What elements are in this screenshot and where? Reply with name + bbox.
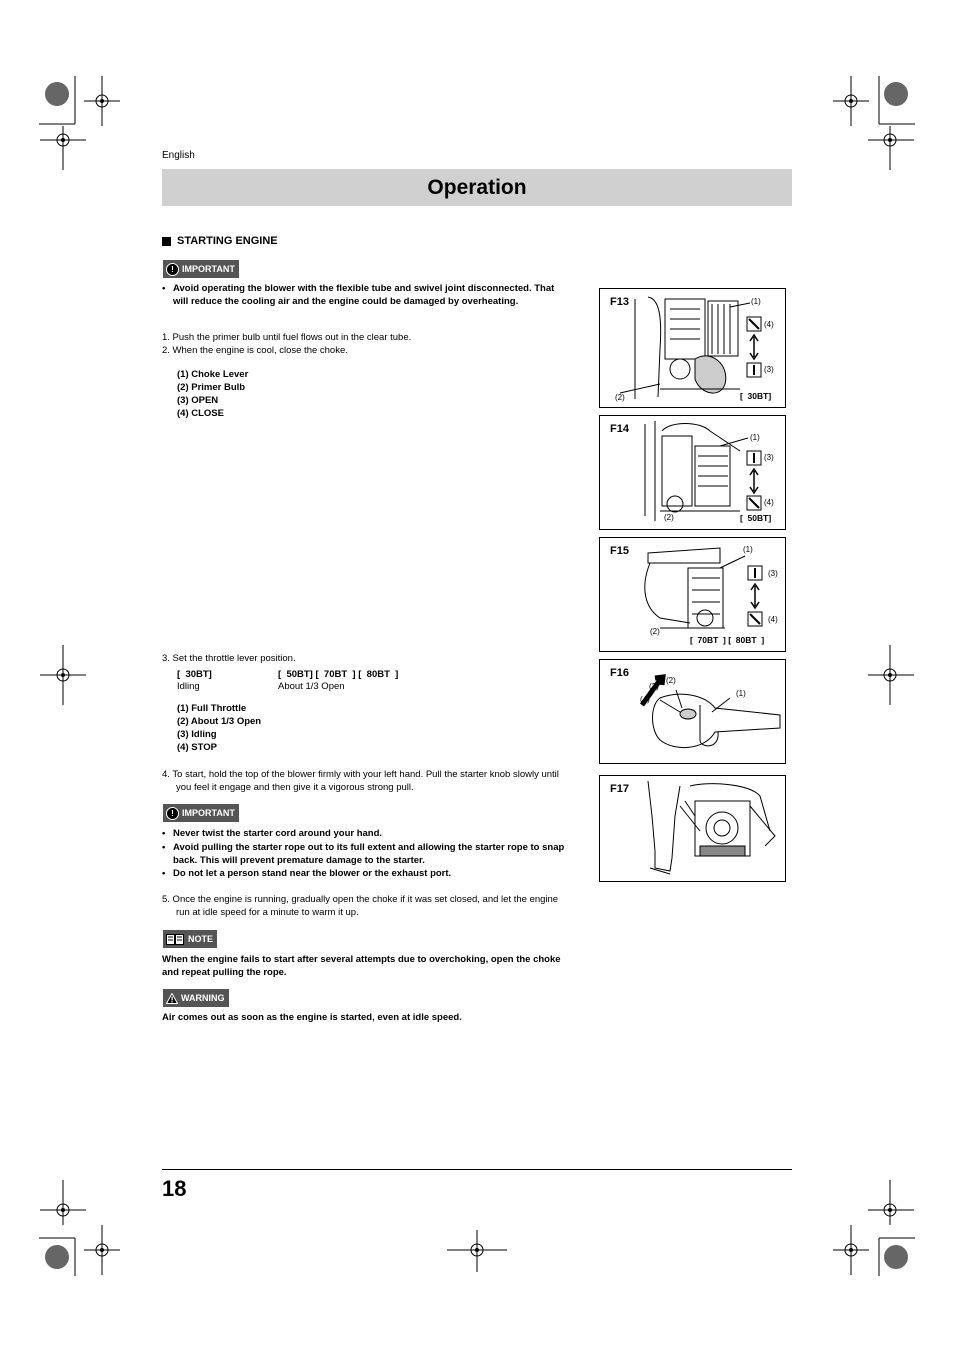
throttle-col1-model: [ 30BT] bbox=[177, 669, 212, 680]
model-label: [ 30BT] bbox=[740, 391, 772, 401]
book-icon bbox=[166, 934, 184, 945]
callout-4: (4) bbox=[764, 498, 774, 507]
callout-2: (2) bbox=[650, 627, 660, 636]
part-item: (3) OPEN bbox=[177, 395, 219, 406]
part-item: (1) Choke Lever bbox=[177, 369, 249, 380]
page-title: Operation bbox=[427, 175, 527, 199]
step-3: 3. Set the throttle lever position. bbox=[162, 653, 296, 664]
callout-1: (1) bbox=[743, 545, 753, 554]
close-symbol-icon bbox=[747, 317, 761, 331]
model-label: [ 50BT] bbox=[740, 513, 772, 523]
figure-label: F17 bbox=[610, 783, 629, 795]
figure-f14 bbox=[599, 415, 786, 530]
square-bullet-icon bbox=[162, 237, 171, 246]
step-5: 5. Once the engine is running, gradually open the choke if it was set closed, and let the engine run at idle speed for a minute to warm it up. bbox=[162, 894, 559, 918]
note-badge-label: NOTE bbox=[188, 934, 214, 944]
part-item: (2) Primer Bulb bbox=[177, 382, 246, 393]
figure-f16 bbox=[599, 659, 786, 764]
important-item: • Do not let a person stand near the blower or the exhaust port. bbox=[162, 867, 568, 880]
part-item: (4) STOP bbox=[177, 742, 217, 753]
callout-3: (3) bbox=[768, 569, 778, 578]
page-title-bar bbox=[162, 169, 792, 206]
throttle-col2-value: About 1/3 Open bbox=[278, 681, 345, 692]
close-symbol-icon bbox=[747, 496, 761, 510]
language-label: English bbox=[162, 150, 195, 161]
callout-4: (4) bbox=[764, 320, 774, 329]
open-symbol-icon bbox=[748, 566, 762, 580]
choke-parts-list bbox=[177, 368, 248, 420]
figure-label: F14 bbox=[610, 423, 629, 435]
important-badge bbox=[163, 804, 239, 822]
close-symbol-icon bbox=[748, 612, 762, 626]
model-label: [ 70BT ] [ 80BT ] bbox=[690, 635, 765, 645]
callout-1: (1) bbox=[736, 689, 746, 698]
callout-3: (3) bbox=[764, 453, 774, 462]
throttle-col1-value: Idling bbox=[177, 681, 200, 692]
open-symbol-icon bbox=[747, 451, 761, 465]
throttle-col2-model: [ 50BT] [ 70BT ] [ 80BT ] bbox=[278, 669, 399, 680]
note-badge bbox=[163, 930, 217, 948]
callout-1: (1) bbox=[751, 297, 761, 306]
callout-1: (1) bbox=[750, 433, 760, 442]
note-text: When the engine fails to start after several attempts due to overchoking, open the choke and repeat pulling the rope. bbox=[162, 954, 561, 978]
part-item: (2) About 1/3 Open bbox=[177, 716, 262, 727]
exclamation-icon: ! bbox=[166, 263, 179, 276]
footer-rule bbox=[162, 1169, 792, 1170]
important-badge bbox=[163, 260, 239, 278]
important-badge-label: IMPORTANT bbox=[182, 264, 235, 274]
figure-label: F13 bbox=[610, 296, 629, 308]
section-heading-text: STARTING ENGINE bbox=[177, 235, 278, 247]
callout-2: (2) bbox=[666, 676, 676, 685]
exclamation-icon: ! bbox=[166, 807, 179, 820]
step-2: 2. When the engine is cool, close the choke. bbox=[162, 345, 348, 356]
open-symbol-icon bbox=[747, 363, 761, 377]
figure-label: F15 bbox=[610, 545, 629, 557]
warning-badge bbox=[163, 989, 229, 1007]
callout-4: (4) bbox=[768, 615, 778, 624]
throttle-parts-list bbox=[177, 702, 261, 754]
callout-4: (4) bbox=[640, 695, 650, 704]
part-item: (3) Idling bbox=[177, 729, 217, 740]
figure-f17 bbox=[599, 775, 786, 882]
callout-3: (3) bbox=[649, 682, 659, 691]
figure-label: F16 bbox=[610, 667, 629, 679]
part-item: (1) Full Throttle bbox=[177, 703, 247, 714]
callout-3: (3) bbox=[764, 365, 774, 374]
warning-text: Air comes out as soon as the engine is started, even at idle speed. bbox=[162, 1012, 462, 1023]
callout-2: (2) bbox=[664, 513, 674, 522]
warning-badge-label: WARNING bbox=[181, 993, 225, 1003]
step-4: 4. To start, hold the top of the blower firmly with your left hand. Pull the starter knob slowly until you feel it engage and then give it a vigorous strong pull. bbox=[162, 769, 559, 793]
warning-triangle-icon bbox=[166, 993, 178, 1004]
callout-2: (2) bbox=[615, 393, 625, 402]
step-1: 1. Push the primer bulb until fuel flows out in the clear tube. bbox=[162, 332, 412, 343]
figure-f13 bbox=[599, 288, 786, 408]
important-badge-label: IMPORTANT bbox=[182, 808, 235, 818]
important-item: • Avoid pulling the starter rope out to its full extent and allowing the starter rope to snap back. This will prevent premature damage to the starter. bbox=[162, 841, 568, 867]
part-item: (4) CLOSE bbox=[177, 408, 224, 419]
figure-f15 bbox=[599, 537, 786, 652]
important-item: • Never twist the starter cord around your hand. bbox=[162, 827, 568, 840]
section-heading bbox=[162, 235, 278, 247]
important-item: • Avoid operating the blower with the flexible tube and swivel joint disconnected. That will reduce the cooling air and the engine could be damaged by overheating. bbox=[162, 282, 568, 308]
page-number: 18 bbox=[162, 1176, 187, 1201]
